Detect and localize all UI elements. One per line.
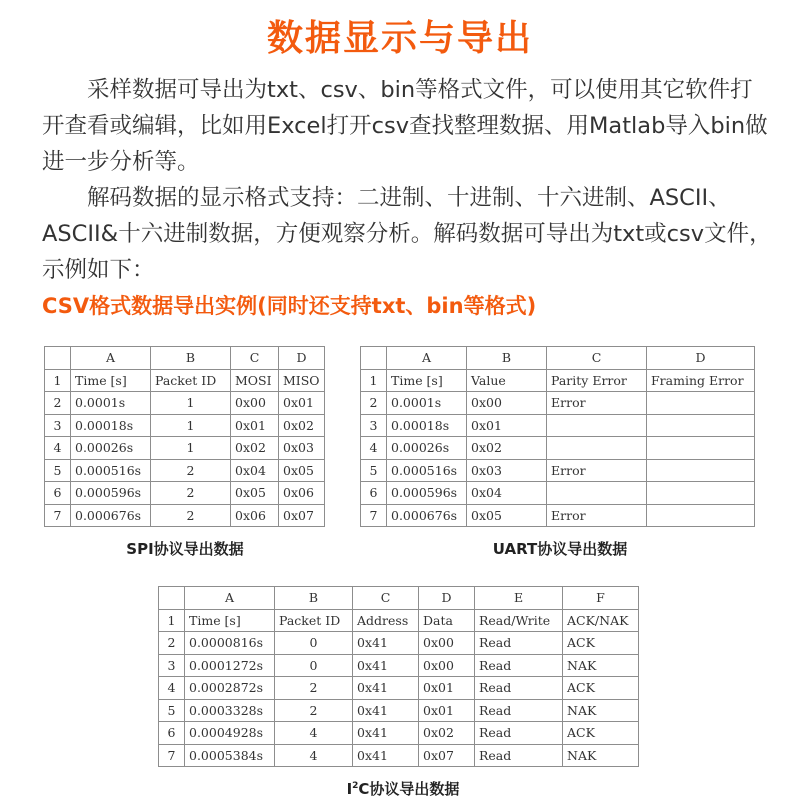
column-header-row (45, 347, 325, 370)
table-cell (647, 459, 755, 482)
table-cell: 0.0001s (387, 392, 467, 415)
row-number: 7 (361, 504, 387, 527)
column-letter: D (279, 347, 325, 370)
table-cell: Read (475, 744, 563, 767)
spi-table (44, 346, 325, 527)
row-number: 4 (159, 677, 185, 700)
column-letter: A (185, 587, 275, 610)
table-cell: 0x02 (467, 437, 547, 460)
table-cell: 0x02 (279, 414, 325, 437)
table-cell: Data (419, 609, 475, 632)
row-number: 6 (159, 722, 185, 745)
table-cell: 0x00 (231, 392, 279, 415)
table-cell: 2 (275, 677, 353, 700)
table-cell: 0.0001272s (185, 654, 275, 677)
table-cell: 0x07 (279, 504, 325, 527)
table-cell (647, 414, 755, 437)
column-letter: A (387, 347, 467, 370)
column-letter: A (71, 347, 151, 370)
table-cell: MISO (279, 369, 325, 392)
uart-caption: UART协议导出数据 (492, 540, 628, 558)
table-cell: Read/Write (475, 609, 563, 632)
table-cell: 0x41 (353, 677, 419, 700)
table-row (361, 459, 755, 482)
table-row (159, 744, 639, 767)
table-cell: Packet ID (275, 609, 353, 632)
row-number: 3 (361, 414, 387, 437)
row-number: 1 (45, 369, 71, 392)
table-cell: 0.0004928s (185, 722, 275, 745)
table-cell: 0x07 (419, 744, 475, 767)
table-row (45, 504, 325, 527)
row-number: 2 (159, 632, 185, 655)
table-cell: 0x05 (231, 482, 279, 505)
table-cell: ACK/NAK (563, 609, 639, 632)
table-cell: Time [s] (387, 369, 467, 392)
table-cell: Read (475, 677, 563, 700)
table-cell: 0.0001s (71, 392, 151, 415)
row-number: 4 (45, 437, 71, 460)
table-cell: 1 (151, 392, 231, 415)
table-cell: Error (547, 459, 647, 482)
table-cell (547, 414, 647, 437)
table-cell: 2 (151, 504, 231, 527)
column-letter: F (563, 587, 639, 610)
column-letter: B (151, 347, 231, 370)
row-number: 2 (45, 392, 71, 415)
row-number: 6 (45, 482, 71, 505)
table-cell: NAK (563, 744, 639, 767)
uart-table (360, 346, 755, 527)
table-cell (647, 482, 755, 505)
table-cell: 0.000596s (71, 482, 151, 505)
table-row (361, 482, 755, 505)
paragraph-decode: 解码数据的显示格式支持：二进制、十进制、十六进制、ASCII、ASCII&十六进制数据，方便观察分析。解码数据可导出为txt或csv文件，示例如下： (42, 185, 772, 283)
table-cell: 0x03 (279, 437, 325, 460)
column-letter: E (475, 587, 563, 610)
table-cell: NAK (563, 654, 639, 677)
table-cell: Error (547, 504, 647, 527)
row-number: 4 (361, 437, 387, 460)
table-row (45, 369, 325, 392)
table-cell: 4 (275, 722, 353, 745)
row-number: 6 (361, 482, 387, 505)
intro-text (42, 72, 772, 288)
table-row (159, 654, 639, 677)
table-cell: 0 (275, 654, 353, 677)
table-cell: NAK (563, 699, 639, 722)
table-row (159, 632, 639, 655)
table-cell: 0x41 (353, 744, 419, 767)
table-cell: 2 (151, 482, 231, 505)
row-number: 2 (361, 392, 387, 415)
table-cell: 0.000516s (387, 459, 467, 482)
table-cell: 0x05 (279, 459, 325, 482)
column-header-row (159, 587, 639, 610)
column-letter: B (275, 587, 353, 610)
table-cell: 0.000676s (71, 504, 151, 527)
table-cell (647, 437, 755, 460)
table-cell: 0x01 (467, 414, 547, 437)
row-number: 1 (159, 609, 185, 632)
table-cell: 0x05 (467, 504, 547, 527)
table-cell: 0.00018s (71, 414, 151, 437)
corner-cell (159, 587, 185, 610)
table-cell: 1 (151, 437, 231, 460)
table-cell: 0.0005384s (185, 744, 275, 767)
table-cell: 0x00 (467, 392, 547, 415)
table-cell: 0x41 (353, 654, 419, 677)
table-cell: 0x01 (419, 699, 475, 722)
table-cell: Read (475, 654, 563, 677)
table-cell: Packet ID (151, 369, 231, 392)
table-cell: 0.000516s (71, 459, 151, 482)
column-letter: C (231, 347, 279, 370)
table-cell: 1 (151, 414, 231, 437)
column-header-row (361, 347, 755, 370)
table-cell: Read (475, 632, 563, 655)
i2c-caption (158, 778, 648, 799)
table-cell: 0x41 (353, 632, 419, 655)
table-cell: Framing Error (647, 369, 755, 392)
table-cell: ACK (563, 722, 639, 745)
table-cell: Time [s] (71, 369, 151, 392)
i2c-caption-superscript: 2 (352, 781, 359, 791)
row-number: 5 (45, 459, 71, 482)
table-row (45, 459, 325, 482)
table-cell: 0x04 (231, 459, 279, 482)
table-cell (547, 437, 647, 460)
table-cell: 0x02 (419, 722, 475, 745)
column-letter: D (419, 587, 475, 610)
table-cell: 0.00026s (387, 437, 467, 460)
table-cell: 0x41 (353, 699, 419, 722)
table-row (159, 677, 639, 700)
table-row (361, 392, 755, 415)
table-cell: MOSI (231, 369, 279, 392)
page-title: 数据显示与导出 (266, 18, 533, 59)
column-letter: C (353, 587, 419, 610)
column-letter: B (467, 347, 547, 370)
i2c-caption-i: I (346, 780, 353, 798)
table-row (361, 414, 755, 437)
table-cell: 0x00 (419, 632, 475, 655)
table-row (159, 609, 639, 632)
table-row (159, 699, 639, 722)
table-cell: 0.000596s (387, 482, 467, 505)
row-number: 3 (45, 414, 71, 437)
row-number: 7 (159, 744, 185, 767)
row-number: 5 (361, 459, 387, 482)
table-cell: 0.00026s (71, 437, 151, 460)
table-cell: Value (467, 369, 547, 392)
i2c-caption-rest: C协议导出数据 (358, 780, 460, 798)
table-cell: 0x01 (231, 414, 279, 437)
table-cell: 0.0003328s (185, 699, 275, 722)
table-cell (647, 392, 755, 415)
table-row (361, 369, 755, 392)
table-cell: 0x01 (279, 392, 325, 415)
table-cell: 0x02 (231, 437, 279, 460)
csv-example-heading: CSV格式数据导出实例(同时还支持txt、bin等格式) (42, 294, 537, 318)
corner-cell (361, 347, 387, 370)
table-row (45, 414, 325, 437)
table-cell: 0x41 (353, 722, 419, 745)
table-row (361, 437, 755, 460)
table-cell: Read (475, 722, 563, 745)
column-letter: C (547, 347, 647, 370)
table-cell: Parity Error (547, 369, 647, 392)
table-cell: ACK (563, 632, 639, 655)
table-cell: ACK (563, 677, 639, 700)
table-cell: 0x00 (419, 654, 475, 677)
table-cell: 0.0000816s (185, 632, 275, 655)
row-number: 1 (361, 369, 387, 392)
table-row (159, 722, 639, 745)
table-cell: 0x04 (467, 482, 547, 505)
table-row (45, 437, 325, 460)
paragraph-export: 采样数据可导出为txt、csv、bin等格式文件，可以使用其它软件打开查看或编辑，比如用Excel打开csv查找整理数据、用Matlab导入bin做进一步分析等。 (42, 77, 768, 175)
i2c-table (158, 586, 639, 767)
column-letter: D (647, 347, 755, 370)
table-cell: Error (547, 392, 647, 415)
table-cell: Time [s] (185, 609, 275, 632)
table-cell: 2 (275, 699, 353, 722)
table-cell: 0.0002872s (185, 677, 275, 700)
table-row (45, 392, 325, 415)
table-cell: Read (475, 699, 563, 722)
table-cell (547, 482, 647, 505)
corner-cell (45, 347, 71, 370)
spi-caption: SPI协议导出数据 (126, 540, 244, 558)
table-cell: Address (353, 609, 419, 632)
table-cell: 0x01 (419, 677, 475, 700)
row-number: 5 (159, 699, 185, 722)
table-cell: 0x03 (467, 459, 547, 482)
row-number: 3 (159, 654, 185, 677)
table-cell: 2 (151, 459, 231, 482)
table-row (45, 482, 325, 505)
row-number: 7 (45, 504, 71, 527)
table-cell: 4 (275, 744, 353, 767)
table-cell (647, 504, 755, 527)
table-cell: 0.00018s (387, 414, 467, 437)
table-cell: 0x06 (279, 482, 325, 505)
table-cell: 0.000676s (387, 504, 467, 527)
table-row (361, 504, 755, 527)
table-cell: 0x06 (231, 504, 279, 527)
table-cell: 0 (275, 632, 353, 655)
